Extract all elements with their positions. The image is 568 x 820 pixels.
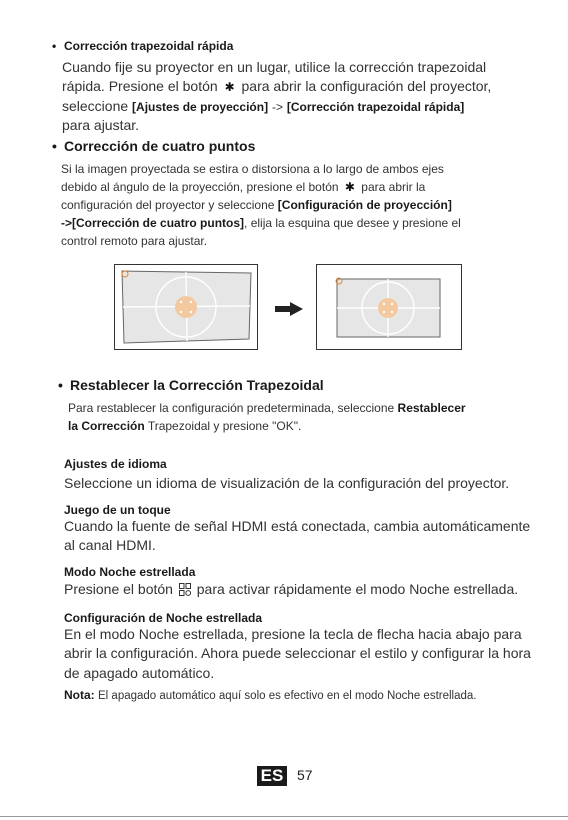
quick-keystone-text: Cuando fije su proyector en un lugar, utilice la corrección trapezoidal rápida. Presione el botón ✱ para abrir la configuración del proyector, seleccione [Ajustes de proyección] -> [Corrección trapezoidal rápida] para ajustar. bbox=[62, 59, 492, 133]
one-touch-play-text: Cuando la fuente de señal HDMI está conectada, cambia automáticamente al canal HDMI. bbox=[64, 518, 531, 554]
starry-config-title: Configuración de Noche estrellada bbox=[64, 611, 263, 625]
language-settings-text: Seleccione un idioma de visualización de la configuración del proyector. bbox=[64, 475, 510, 491]
language-badge: ES bbox=[257, 766, 287, 786]
section-title-reset-keystone: • Restablecer la Corrección Trapezoidal bbox=[58, 377, 324, 393]
one-touch-play-title: Juego de un toque bbox=[64, 503, 171, 517]
gear-icon: ✱ bbox=[344, 180, 355, 194]
starry-mode-title: Modo Noche estrellada bbox=[64, 565, 196, 579]
four-point-text: Si la imagen proyectada se estira o distorsiona a lo largo de ambos ejes debido al ángulo de la proyección, presione el botón ✱ para abrir la configuración del proyector y seleccione [Configuración de proyección] ->[Corrección de cuatro puntos], elija la esquina que desee y presione el control remoto para ajustar. bbox=[61, 162, 461, 248]
distorted-projection-figure bbox=[114, 264, 258, 350]
page-number: 57 bbox=[297, 767, 313, 783]
starry-config-text: En el modo Noche estrellada, presione la tecla de flecha hacia abajo para abrir la configuración. Ahora puede seleccionar el estilo y configurar la hora de apagado automático. bbox=[64, 626, 531, 681]
right-arrow-icon bbox=[275, 302, 303, 321]
corrected-projection-figure bbox=[316, 264, 462, 350]
reset-keystone-text: Para restablecer la configuración predeterminada, seleccione Restablecer la Corrección Trapezoidal y presione "OK". bbox=[68, 401, 466, 433]
section-title-four-point: • Corrección de cuatro puntos bbox=[52, 138, 256, 154]
note: Nota: El apagado automático aquí solo es efectivo en el modo Noche estrellada. bbox=[64, 688, 477, 702]
language-settings-title: Ajustes de idioma bbox=[64, 457, 167, 471]
starry-mode-text: Presione el botón para activar rápidamente el modo Noche estrellada. bbox=[64, 580, 518, 601]
section-title-quick-keystone: • Corrección trapezoidal rápida bbox=[52, 39, 234, 53]
bottom-divider bbox=[0, 816, 568, 817]
starry-mode-icon bbox=[179, 582, 191, 601]
gear-icon: ✱ bbox=[224, 80, 235, 95]
